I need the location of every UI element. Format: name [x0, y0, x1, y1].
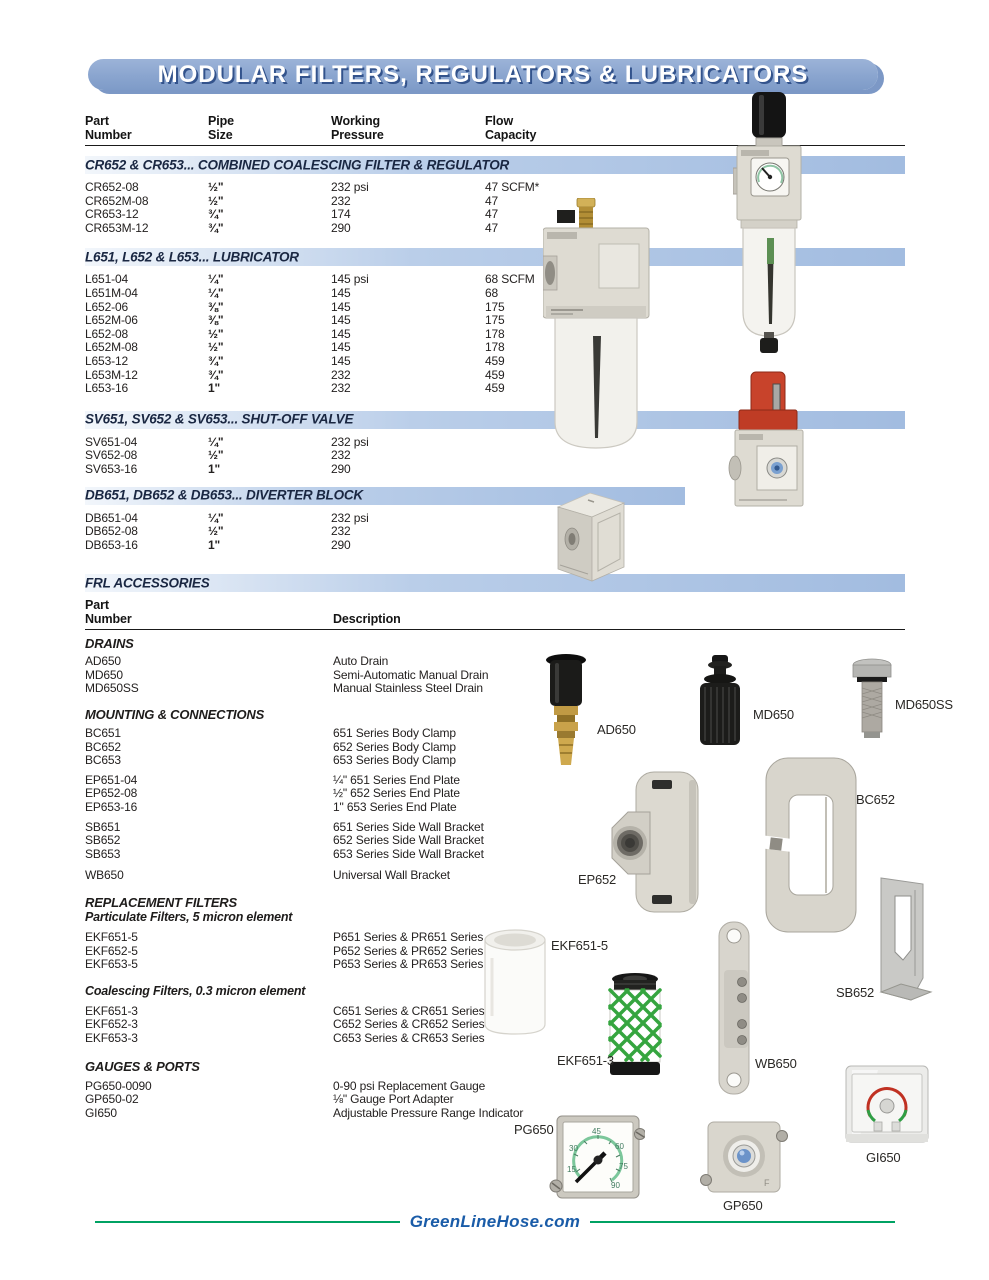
part-number-cell: CR653-12 — [85, 207, 139, 222]
gauge-tick-label: 45 — [592, 1127, 601, 1136]
part-number-cell: SB653 — [85, 846, 121, 861]
group-title: DRAINS — [85, 636, 134, 652]
coalescing-filter-product-image — [606, 972, 666, 1078]
flow-capacity-cell: 175 — [485, 313, 505, 328]
description-cell: Adjustable Pressure Range Indicator — [333, 1105, 524, 1120]
section-bar-frl-accessories — [85, 574, 905, 592]
column-header-part-number: Part Number — [85, 114, 132, 142]
pipe-size-cell: ¼" — [208, 434, 224, 449]
description-cell: Auto Drain — [333, 654, 389, 669]
table-row — [85, 525, 905, 539]
pipe-size-cell: ½" — [208, 193, 224, 208]
working-pressure-cell: 232 — [331, 524, 351, 539]
part-number-cell: SV651-04 — [85, 434, 138, 449]
gauge-tick-label: 15 — [567, 1165, 576, 1174]
product-label-md650ss: MD650SS — [895, 697, 953, 712]
part-number-cell: BC651 — [85, 726, 121, 741]
column-header-description: Description — [333, 611, 401, 626]
part-number-cell: WB650 — [85, 868, 124, 883]
flow-capacity-cell — [485, 449, 905, 463]
accessory-row — [85, 727, 905, 741]
column-header-part-number: Part Number — [85, 598, 132, 626]
pipe-size-cell: ⅜" — [208, 299, 224, 314]
part-number-cell: BC652 — [85, 739, 121, 754]
description-cell: 651 Series Side Wall Bracket — [333, 819, 484, 834]
shut-off-valve-product-image — [727, 370, 811, 512]
accessory-row — [85, 741, 905, 755]
pipe-size-cell: 1" — [208, 461, 221, 476]
flow-capacity-cell: 175 — [485, 299, 505, 314]
product-label-ekf651-3: EKF651-3 — [557, 1053, 614, 1068]
diverter-block-product-image — [548, 487, 630, 582]
working-pressure-cell: 145 — [331, 285, 351, 300]
part-number-cell: PG650-0090 — [85, 1078, 152, 1093]
part-number-cell: BC653 — [85, 753, 121, 768]
accessory-row — [85, 1093, 905, 1107]
working-pressure-cell: 290 — [331, 537, 351, 552]
product-label-wb650: WB650 — [755, 1056, 797, 1071]
port-marking-letter: F — [764, 1178, 770, 1188]
page-title-banner — [88, 59, 878, 90]
working-pressure-cell: 290 — [331, 220, 351, 235]
pipe-size-cell: ½" — [208, 448, 224, 463]
working-pressure-cell: 290 — [331, 461, 351, 476]
table-row — [85, 355, 905, 369]
gauge-tick-label: 30 — [569, 1144, 578, 1153]
part-number-cell: EKF651-5 — [85, 930, 138, 944]
group-title: MOUNTING & CONNECTIONS — [85, 707, 265, 723]
working-pressure-cell: 232 psi — [331, 510, 369, 525]
part-number-cell: DB653-16 — [85, 537, 138, 552]
product-label-gi650: GI650 — [866, 1150, 901, 1165]
pipe-size-cell: ¾" — [208, 367, 224, 382]
table-row — [85, 539, 905, 553]
part-number-cell: EKF653-3 — [85, 1030, 138, 1045]
product-label-ad650: AD650 — [597, 722, 636, 737]
description-cell: Manual Stainless Steel Drain — [333, 681, 483, 696]
part-number-cell: DB651-04 — [85, 510, 138, 525]
footer-website-url: GreenLineHose.com — [409, 1212, 581, 1231]
working-pressure-cell: 232 — [331, 448, 351, 463]
description-cell: P653 Series & PR653 Series — [333, 957, 484, 972]
part-number-cell: SV652-08 — [85, 448, 138, 463]
section-title: L651, L652 & L653... LUBRICATOR — [85, 249, 299, 265]
pipe-size-cell: ¼" — [208, 510, 224, 525]
description-cell: ½" 652 Series End Plate — [333, 786, 460, 801]
part-number-cell: SV653-16 — [85, 461, 138, 476]
group-title: GAUGES & PORTS — [85, 1058, 200, 1074]
part-number-cell: EP653-16 — [85, 800, 138, 815]
gauge-tick-label: 90 — [611, 1181, 620, 1190]
working-pressure-cell: 145 — [331, 326, 351, 341]
pipe-size-cell: ¼" — [208, 272, 224, 287]
footer-rule-left — [95, 1221, 400, 1223]
part-number-cell: EKF653-5 — [85, 957, 138, 972]
part-number-cell: GP650-02 — [85, 1092, 139, 1107]
manual-drain-product-image — [695, 655, 745, 755]
part-number-cell: MD650SS — [85, 681, 139, 696]
description-cell: 652 Series Body Clamp — [333, 739, 456, 754]
part-number-cell: L653-12 — [85, 353, 128, 368]
part-number-cell: GI650 — [85, 1105, 117, 1120]
filter-regulator-product-image — [733, 92, 805, 354]
working-pressure-cell: 145 psi — [331, 272, 369, 287]
description-cell: C653 Series & CR653 Series — [333, 1030, 485, 1045]
description-cell: ¼" 651 Series End Plate — [333, 772, 460, 787]
accessory-row — [85, 1107, 905, 1121]
flow-capacity-cell: 178 — [485, 326, 505, 341]
part-number-cell: AD650 — [85, 654, 121, 669]
working-pressure-cell: 232 — [331, 381, 351, 396]
product-label-ep652: EP652 — [578, 872, 617, 887]
part-number-cell: MD650 — [85, 667, 123, 682]
part-number-cell: CR652-08 — [85, 180, 139, 194]
group-title: REPLACEMENT FILTERS — [85, 895, 237, 910]
flow-capacity-cell: 178 — [485, 340, 505, 355]
part-number-cell: EP651-04 — [85, 772, 138, 787]
part-number-cell: SB651 — [85, 819, 121, 834]
part-number-cell: L653-16 — [85, 381, 128, 396]
subgroup-title-coalescing: Coalescing Filters, 0.3 micron element — [85, 983, 306, 998]
column-header-flow-capacity: Flow Capacity — [485, 114, 537, 142]
flow-capacity-cell: 459 — [485, 353, 505, 368]
description-cell: 651 Series Body Clamp — [333, 726, 456, 741]
section-title: CR652 & CR653... COMBINED COALESCING FILTER & REGULATOR — [85, 157, 510, 172]
gauge-port-adapter-product-image — [700, 1120, 788, 1202]
gauge-tick-label: 75 — [619, 1162, 628, 1171]
universal-wall-bracket-product-image — [702, 920, 764, 1100]
description-cell: 653 Series Side Wall Bracket — [333, 846, 484, 861]
part-number-cell: L651M-04 — [85, 285, 138, 300]
flow-capacity-cell: 68 — [485, 285, 499, 300]
pressure-gauge-product-image — [549, 1114, 645, 1206]
pipe-size-cell: ¾" — [208, 220, 224, 235]
pipe-size-cell: 1" — [208, 537, 221, 552]
section-title: FRL ACCESSORIES — [85, 575, 210, 591]
accessory-row — [85, 655, 905, 669]
part-number-cell: L653M-12 — [85, 367, 138, 382]
working-pressure-cell: 174 — [331, 207, 351, 222]
part-number-cell: DB652-08 — [85, 524, 138, 539]
pipe-size-cell: 1" — [208, 381, 221, 396]
section-title: SV651, SV652 & SV653... SHUT-OFF VALVE — [85, 411, 354, 427]
description-cell: 653 Series Body Clamp — [333, 753, 456, 768]
flow-capacity-cell — [485, 463, 905, 477]
gauge-tick-label: 60 — [615, 1142, 624, 1151]
page-title: MODULAR FILTERS, REGULATORS & LUBRICATORS — [157, 60, 809, 88]
part-number-cell: EP652-08 — [85, 786, 138, 801]
product-label-bc652: BC652 — [856, 792, 895, 807]
accessory-row — [85, 682, 905, 696]
pressure-indicator-product-image — [840, 1064, 934, 1156]
description-cell: P651 Series & PR651 Series — [333, 930, 484, 944]
description-cell: Semi-Automatic Manual Drain — [333, 667, 489, 682]
pipe-size-cell: ¾" — [208, 207, 224, 222]
description-cell: ⅛" Gauge Port Adapter — [333, 1092, 454, 1107]
table-row — [85, 512, 905, 526]
part-number-cell: L651-04 — [85, 272, 128, 287]
body-clamp-product-image — [762, 757, 858, 933]
column-header-pipe-size: Pipe Size — [208, 114, 234, 142]
working-pressure-cell: 145 — [331, 299, 351, 314]
product-label-md650: MD650 — [753, 707, 794, 722]
part-number-cell: CR653M-12 — [85, 220, 149, 235]
part-number-cell: EKF651-3 — [85, 1003, 138, 1018]
working-pressure-cell: 145 — [331, 353, 351, 368]
pipe-size-cell: ½" — [208, 524, 224, 539]
part-number-cell: EKF652-3 — [85, 1017, 138, 1032]
page-footer — [95, 1212, 895, 1232]
spec-rows — [85, 512, 905, 553]
accessories-table-header — [85, 599, 905, 630]
product-label-pg650: PG650 — [514, 1122, 554, 1137]
pipe-size-cell: ¼" — [208, 285, 224, 300]
part-number-cell: L652-08 — [85, 326, 128, 341]
part-number-cell: CR652M-08 — [85, 193, 149, 208]
group-drains — [85, 636, 905, 696]
pipe-size-cell: ½" — [208, 180, 224, 194]
end-plate-product-image — [610, 770, 706, 916]
description-cell: 652 Series Side Wall Bracket — [333, 833, 484, 848]
description-cell: C652 Series & CR652 Series — [333, 1017, 485, 1032]
flow-capacity-cell: 47 — [485, 220, 499, 235]
lubricator-product-image — [543, 198, 653, 450]
pipe-size-cell: ⅜" — [208, 313, 224, 328]
working-pressure-cell: 232 — [331, 367, 351, 382]
product-label-gp650: GP650 — [723, 1198, 763, 1213]
flow-capacity-cell: 68 SCFM — [485, 272, 535, 287]
column-header-working-pressure: Working Pressure — [331, 114, 384, 142]
product-label-sb652: SB652 — [836, 985, 875, 1000]
flow-capacity-cell: 47 — [485, 193, 499, 208]
working-pressure-cell: 145 — [331, 340, 351, 355]
side-wall-bracket-product-image — [871, 876, 935, 1022]
part-number-cell: L652M-06 — [85, 313, 138, 328]
accessory-row — [85, 669, 905, 683]
flow-capacity-cell: 459 — [485, 367, 505, 382]
pipe-size-cell: ½" — [208, 340, 224, 355]
section-title: DB651, DB652 & DB653... DIVERTER BLOCK — [85, 487, 363, 503]
part-number-cell: L652-06 — [85, 299, 128, 314]
working-pressure-cell: 232 — [331, 193, 351, 208]
description-cell: 0-90 psi Replacement Gauge — [333, 1078, 486, 1093]
description-cell: 1" 653 Series End Plate — [333, 800, 457, 815]
stainless-drain-product-image — [851, 658, 893, 743]
subgroup-title-particulate: Particulate Filters, 5 micron element — [85, 910, 293, 924]
part-number-cell: EKF652-5 — [85, 943, 138, 958]
accessory-row — [85, 1080, 905, 1094]
product-label-ekf651-5: EKF651-5 — [551, 938, 608, 953]
working-pressure-cell: 145 — [331, 313, 351, 328]
flow-capacity-cell: 459 — [485, 381, 505, 396]
working-pressure-cell: 232 psi — [331, 180, 369, 194]
pipe-size-cell: ½" — [208, 326, 224, 341]
footer-rule-right — [590, 1221, 895, 1223]
working-pressure-cell: 232 psi — [331, 434, 369, 449]
flow-capacity-cell: 47 — [485, 207, 499, 222]
particulate-filter-product-image — [482, 928, 548, 1036]
description-cell: C651 Series & CR651 Series — [333, 1003, 485, 1018]
part-number-cell: SB652 — [85, 833, 121, 848]
flow-capacity-cell: 47 SCFM* — [485, 180, 540, 194]
pipe-size-cell: ¾" — [208, 353, 224, 368]
description-cell: Universal Wall Bracket — [333, 868, 450, 883]
part-number-cell: L652M-08 — [85, 340, 138, 355]
auto-drain-product-image — [543, 653, 589, 771]
description-cell: P652 Series & PR652 Series — [333, 943, 484, 958]
